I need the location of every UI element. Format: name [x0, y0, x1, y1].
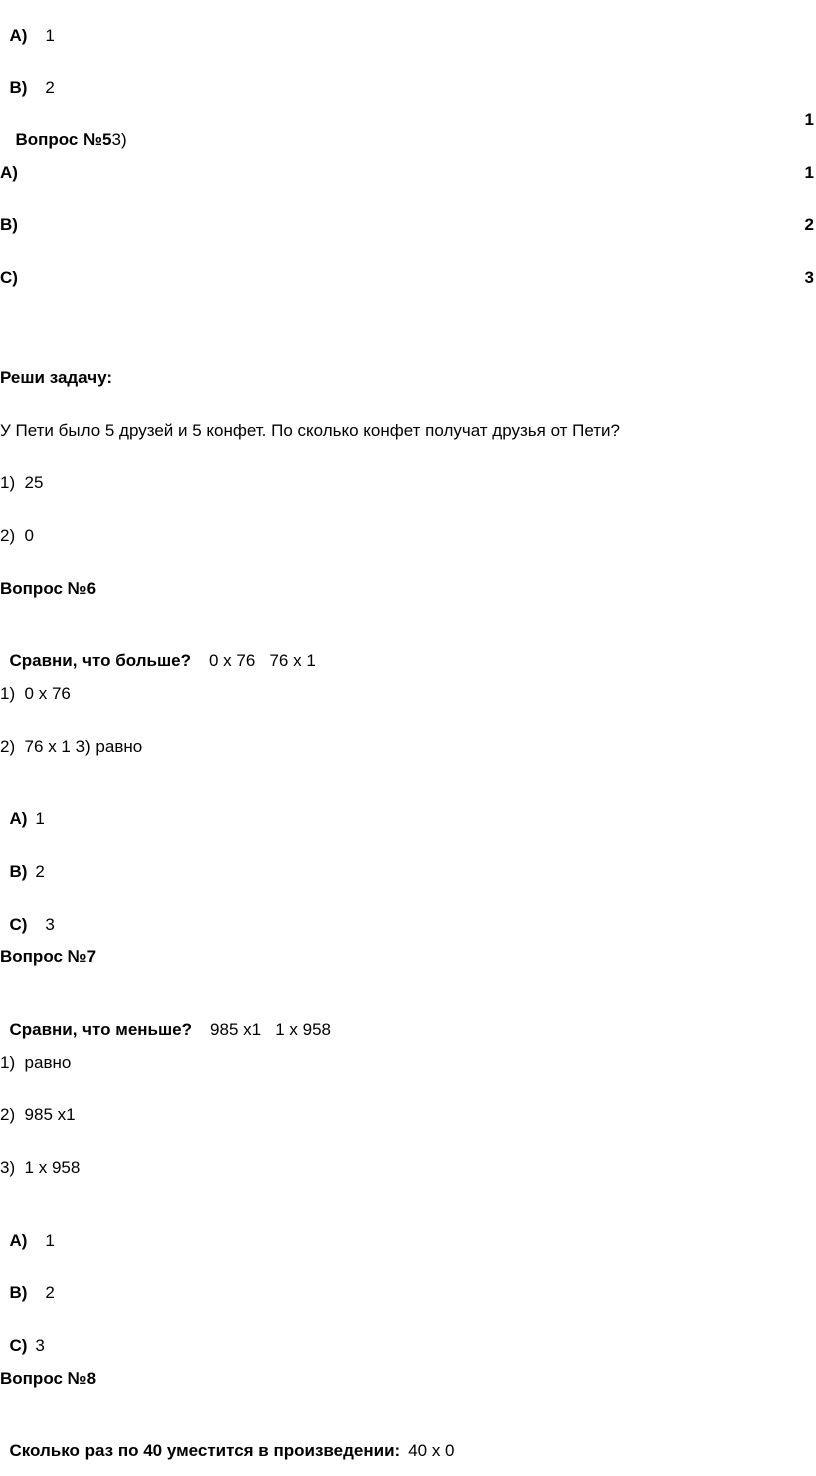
q5-option-b-label: B) [0, 215, 18, 234]
task-option-1: 1) 25 [0, 473, 44, 492]
question-expression: 985 x1 1 x 958 [210, 1020, 332, 1039]
option-value: 1 [45, 1231, 55, 1250]
q7-option-a [0, 1211, 55, 1251]
question-7-title: Вопрос №7 [0, 947, 97, 966]
option-value: 2 [35, 862, 45, 881]
option-letter: C) [9, 1336, 28, 1355]
q7-choice-3: 3) 1 x 958 [0, 1158, 81, 1177]
task-text: У Пети было 5 друзей и 5 конфет. По сколько конфет получат друзья от Пети? [0, 421, 621, 440]
q6-option-a [0, 789, 45, 829]
option-letter: B) [9, 1283, 28, 1302]
task-option-2: 2) 0 [0, 526, 35, 545]
option-letter: A) [9, 1231, 28, 1250]
option-value: 2 [45, 1283, 55, 1302]
q6-option-b [0, 842, 45, 882]
question-expression: 0 x 76 76 x 1 [208, 651, 316, 670]
option-value: 3 [45, 915, 55, 934]
question-5-right-value: 1 [804, 110, 814, 129]
top-option-a [0, 6, 55, 46]
task-heading: Реши задачу: [0, 368, 112, 387]
option-letter: B) [9, 78, 28, 97]
q7-choice-2: 2) 985 x1 [0, 1105, 76, 1124]
question-5-title [6, 110, 127, 150]
question-title: Вопрос №5 [15, 130, 112, 149]
question-title-suffix: 3) [111, 130, 127, 149]
q7-option-c [0, 1316, 45, 1356]
q6-option-c [0, 895, 55, 935]
option-letter: C) [9, 915, 28, 934]
option-value: 2 [45, 78, 55, 97]
option-value: 1 [35, 809, 45, 828]
question-8-title: Вопрос №8 [0, 1369, 97, 1388]
question-6-title: Вопрос №6 [0, 579, 97, 598]
question-prompt: Сравни, что меньше? [9, 1020, 193, 1039]
question-expression: 40 x 0 [408, 1441, 455, 1460]
option-letter: A) [9, 809, 28, 828]
q7-choice-1: 1) равно [0, 1053, 72, 1072]
option-value: 3 [35, 1336, 45, 1355]
q5-option-b-value: 2 [804, 215, 814, 234]
option-letter: B) [9, 862, 28, 881]
option-letter: A) [9, 26, 28, 45]
question-prompt: Сравни, что больше? [9, 651, 191, 670]
question-prompt: Сколько раз по 40 уместится в произведении: [9, 1441, 401, 1460]
q5-option-a-value: 1 [804, 163, 814, 182]
q6-choice-2: 2) 76 x 1 3) равно [0, 737, 143, 756]
q5-option-c-label: C) [0, 268, 18, 287]
option-value: 1 [45, 26, 55, 45]
q7-option-b [0, 1263, 55, 1303]
q6-choice-1: 1) 0 x 76 [0, 684, 71, 703]
q5-option-c-value: 3 [804, 268, 814, 287]
q5-option-a-label: A) [0, 163, 18, 182]
question-6-text [0, 631, 316, 671]
question-7-text [0, 1000, 331, 1040]
top-option-b [0, 58, 55, 98]
question-8-text [0, 1421, 455, 1461]
